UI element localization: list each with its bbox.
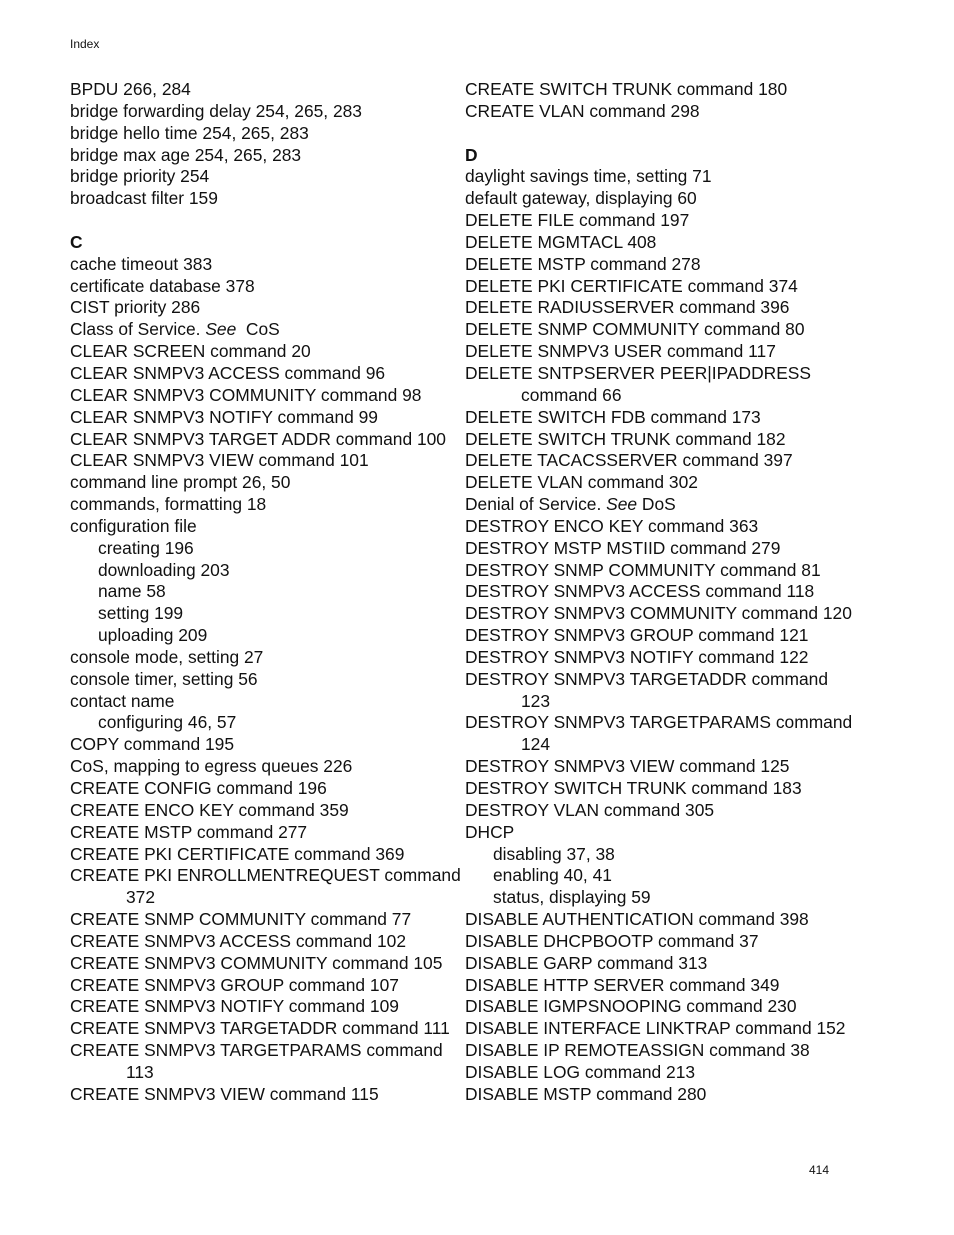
index-entry: CREATE MSTP command 277	[70, 821, 308, 842]
index-entry: DISABLE INTERFACE LINKTRAP command 152	[465, 1018, 846, 1039]
index-entry: DESTROY SNMPV3 TARGETADDR command	[465, 668, 829, 689]
index-entry: BPDU 266, 284	[70, 79, 191, 99]
index-entry: DELETE MSTP command 278	[465, 253, 701, 274]
index-entry: command line prompt 26, 50	[70, 472, 291, 493]
index-entry-continuation: 372	[126, 887, 156, 908]
index-entry: DELETE VLAN command 302	[465, 472, 698, 493]
index-entry: DISABLE MSTP command 280	[465, 1083, 707, 1104]
index-entry: DISABLE LOG command 213	[465, 1061, 696, 1082]
index-entry: CREATE SNMPV3 TARGETPARAMS command	[70, 1040, 443, 1061]
index-entry: DESTROY ENCO KEY command 363	[465, 515, 759, 536]
index-entry: CLEAR SNMPV3 VIEW command 101	[70, 450, 369, 471]
index-entry: COPY command 195	[70, 734, 235, 755]
index-subentry: status, displaying 59	[493, 887, 651, 908]
index-entry: DESTROY SNMPV3 TARGETPARAMS command	[465, 712, 853, 733]
index-entry: daylight savings time, setting 71	[465, 166, 712, 187]
index-entry: DISABLE IP REMOTEASSIGN command 38	[465, 1040, 810, 1061]
index-entry: CLEAR SNMPV3 NOTIFY command 99	[70, 406, 378, 427]
index-entry: broadcast filter 159	[70, 188, 218, 209]
index-entry-continuation: 113	[126, 1061, 154, 1082]
index-subentry: creating 196	[98, 537, 194, 558]
index-entry: DELETE MGMTACL 408	[465, 231, 657, 252]
index-entry: DISABLE IGMPSNOOPING command 230	[465, 996, 797, 1017]
index-entry-continuation: command 66	[521, 384, 622, 405]
index-column-right	[465, 79, 885, 1106]
index-entry: CREATE ENCO KEY command 359	[70, 799, 349, 820]
index-entry: default gateway, displaying 60	[465, 188, 697, 209]
index-entry: bridge max age 254, 265, 283	[70, 144, 302, 165]
page-number: 414	[809, 1163, 830, 1177]
section-gap	[70, 210, 450, 232]
index-entry: DESTROY MSTP MSTIID command 279	[465, 537, 781, 558]
index-subentry: enabling 40, 41	[493, 865, 612, 886]
see-keyword: See	[205, 319, 237, 340]
running-header: Index	[70, 37, 100, 51]
index-entry: CREATE PKI CERTIFICATE command 369	[70, 843, 405, 864]
index-entry: DELETE SWITCH FDB command 173	[465, 406, 761, 427]
index-entry-continuation: 123	[521, 690, 551, 711]
index-entry: certificate database 378	[70, 275, 255, 296]
index-entry: bridge forwarding delay 254, 265, 283	[70, 100, 362, 121]
index-entry: DESTROY SNMPV3 VIEW command 125	[465, 756, 790, 777]
index-entry: DESTROY SWITCH TRUNK command 183	[465, 778, 802, 798]
index-entry: CIST priority 286	[70, 297, 201, 318]
index-entry: DELETE FILE command 197	[465, 210, 690, 231]
index-entry: CLEAR SNMPV3 TARGET ADDR command 100	[70, 428, 446, 449]
index-entry: console timer, setting 56	[70, 668, 258, 689]
index-subentry: setting 199	[98, 603, 184, 624]
index-entry: commands, formatting 18	[70, 494, 267, 515]
index-entry-continuation: 124	[521, 734, 551, 755]
index-entry: CREATE SNMPV3 NOTIFY command 109	[70, 996, 399, 1017]
index-entry: DELETE RADIUSSERVER command 396	[465, 297, 790, 318]
index-entry: CLEAR SNMPV3 COMMUNITY command 98	[70, 384, 422, 405]
index-entry: CREATE CONFIG command 196	[70, 778, 327, 798]
index-entry: CREATE SNMPV3 ACCESS command 102	[70, 930, 407, 951]
index-letter-heading: D	[465, 144, 478, 165]
index-entry: console mode, setting 27	[70, 646, 264, 667]
index-see-reference	[465, 494, 885, 516]
index-entry: DELETE SNMP COMMUNITY command 80	[465, 319, 805, 340]
index-entry: CREATE SNMPV3 GROUP command 107	[70, 974, 399, 995]
index-entry: CLEAR SNMPV3 ACCESS command 96	[70, 362, 386, 383]
index-entry: CREATE SNMP COMMUNITY command 77	[70, 909, 412, 930]
index-letter-heading: C	[70, 231, 83, 252]
index-entry: DESTROY SNMPV3 COMMUNITY command 120	[465, 603, 852, 624]
index-entry: DELETE SNMPV3 USER command 117	[465, 341, 776, 362]
index-entry: DESTROY SNMPV3 ACCESS command 118	[465, 581, 815, 602]
index-entry: bridge hello time 254, 265, 283	[70, 122, 309, 143]
index-entry: cache timeout 383	[70, 253, 213, 274]
index-entry: DISABLE GARP command 313	[465, 952, 708, 973]
index-entry: DHCP	[465, 821, 515, 842]
index-entry: DISABLE HTTP SERVER command 349	[465, 974, 780, 995]
index-entry: CREATE SNMPV3 COMMUNITY command 105	[70, 952, 443, 973]
index-entry: contact name	[70, 690, 175, 711]
index-subentry: uploading 209	[98, 625, 208, 646]
index-entry: CREATE PKI ENROLLMENTREQUEST command	[70, 865, 461, 886]
index-entry: CLEAR SCREEN command 20	[70, 341, 311, 362]
index-entry: DELETE SNTPSERVER PEER|IPADDRESS	[465, 362, 811, 383]
index-subentry: downloading 203	[98, 559, 230, 580]
index-see-reference	[70, 319, 450, 341]
index-subentry: disabling 37, 38	[493, 843, 615, 864]
index-entry: DESTROY SNMPV3 NOTIFY command 122	[465, 646, 809, 667]
index-entry: DESTROY VLAN command 305	[465, 799, 715, 820]
index-entry: CoS, mapping to egress queues 226	[70, 756, 353, 777]
index-entry: DELETE SWITCH TRUNK command 182	[465, 428, 786, 449]
see-term: Denial of Service.	[465, 494, 607, 515]
index-entry: configuration file	[70, 515, 197, 536]
see-keyword: See	[606, 494, 638, 515]
index-subentry: configuring 46, 57	[98, 712, 237, 733]
see-term: Class of Service.	[70, 319, 206, 340]
index-entry: DELETE PKI CERTIFICATE command 374	[465, 275, 798, 296]
index-entry: DESTROY SNMP COMMUNITY command 81	[465, 559, 821, 580]
index-entry: CREATE SNMPV3 VIEW command 115	[70, 1083, 379, 1104]
index-entry: DISABLE AUTHENTICATION command 398	[465, 909, 809, 930]
index-entry: DESTROY SNMPV3 GROUP command 121	[465, 625, 809, 646]
index-entry: CREATE VLAN command 298	[465, 100, 700, 121]
index-entry: DELETE TACACSSERVER command 397	[465, 450, 793, 471]
index-entry: DISABLE DHCPBOOTP command 37	[465, 930, 759, 951]
see-target: DoS	[637, 494, 676, 515]
section-gap	[465, 123, 885, 145]
index-column-left	[70, 79, 461, 1106]
index-entry: CREATE SNMPV3 TARGETADDR command 111	[70, 1018, 450, 1039]
see-target: CoS	[236, 319, 280, 340]
index-subentry: name 58	[98, 581, 166, 602]
index-entry: bridge priority 254	[70, 166, 210, 187]
index-entry: CREATE SWITCH TRUNK command 180	[465, 79, 788, 99]
